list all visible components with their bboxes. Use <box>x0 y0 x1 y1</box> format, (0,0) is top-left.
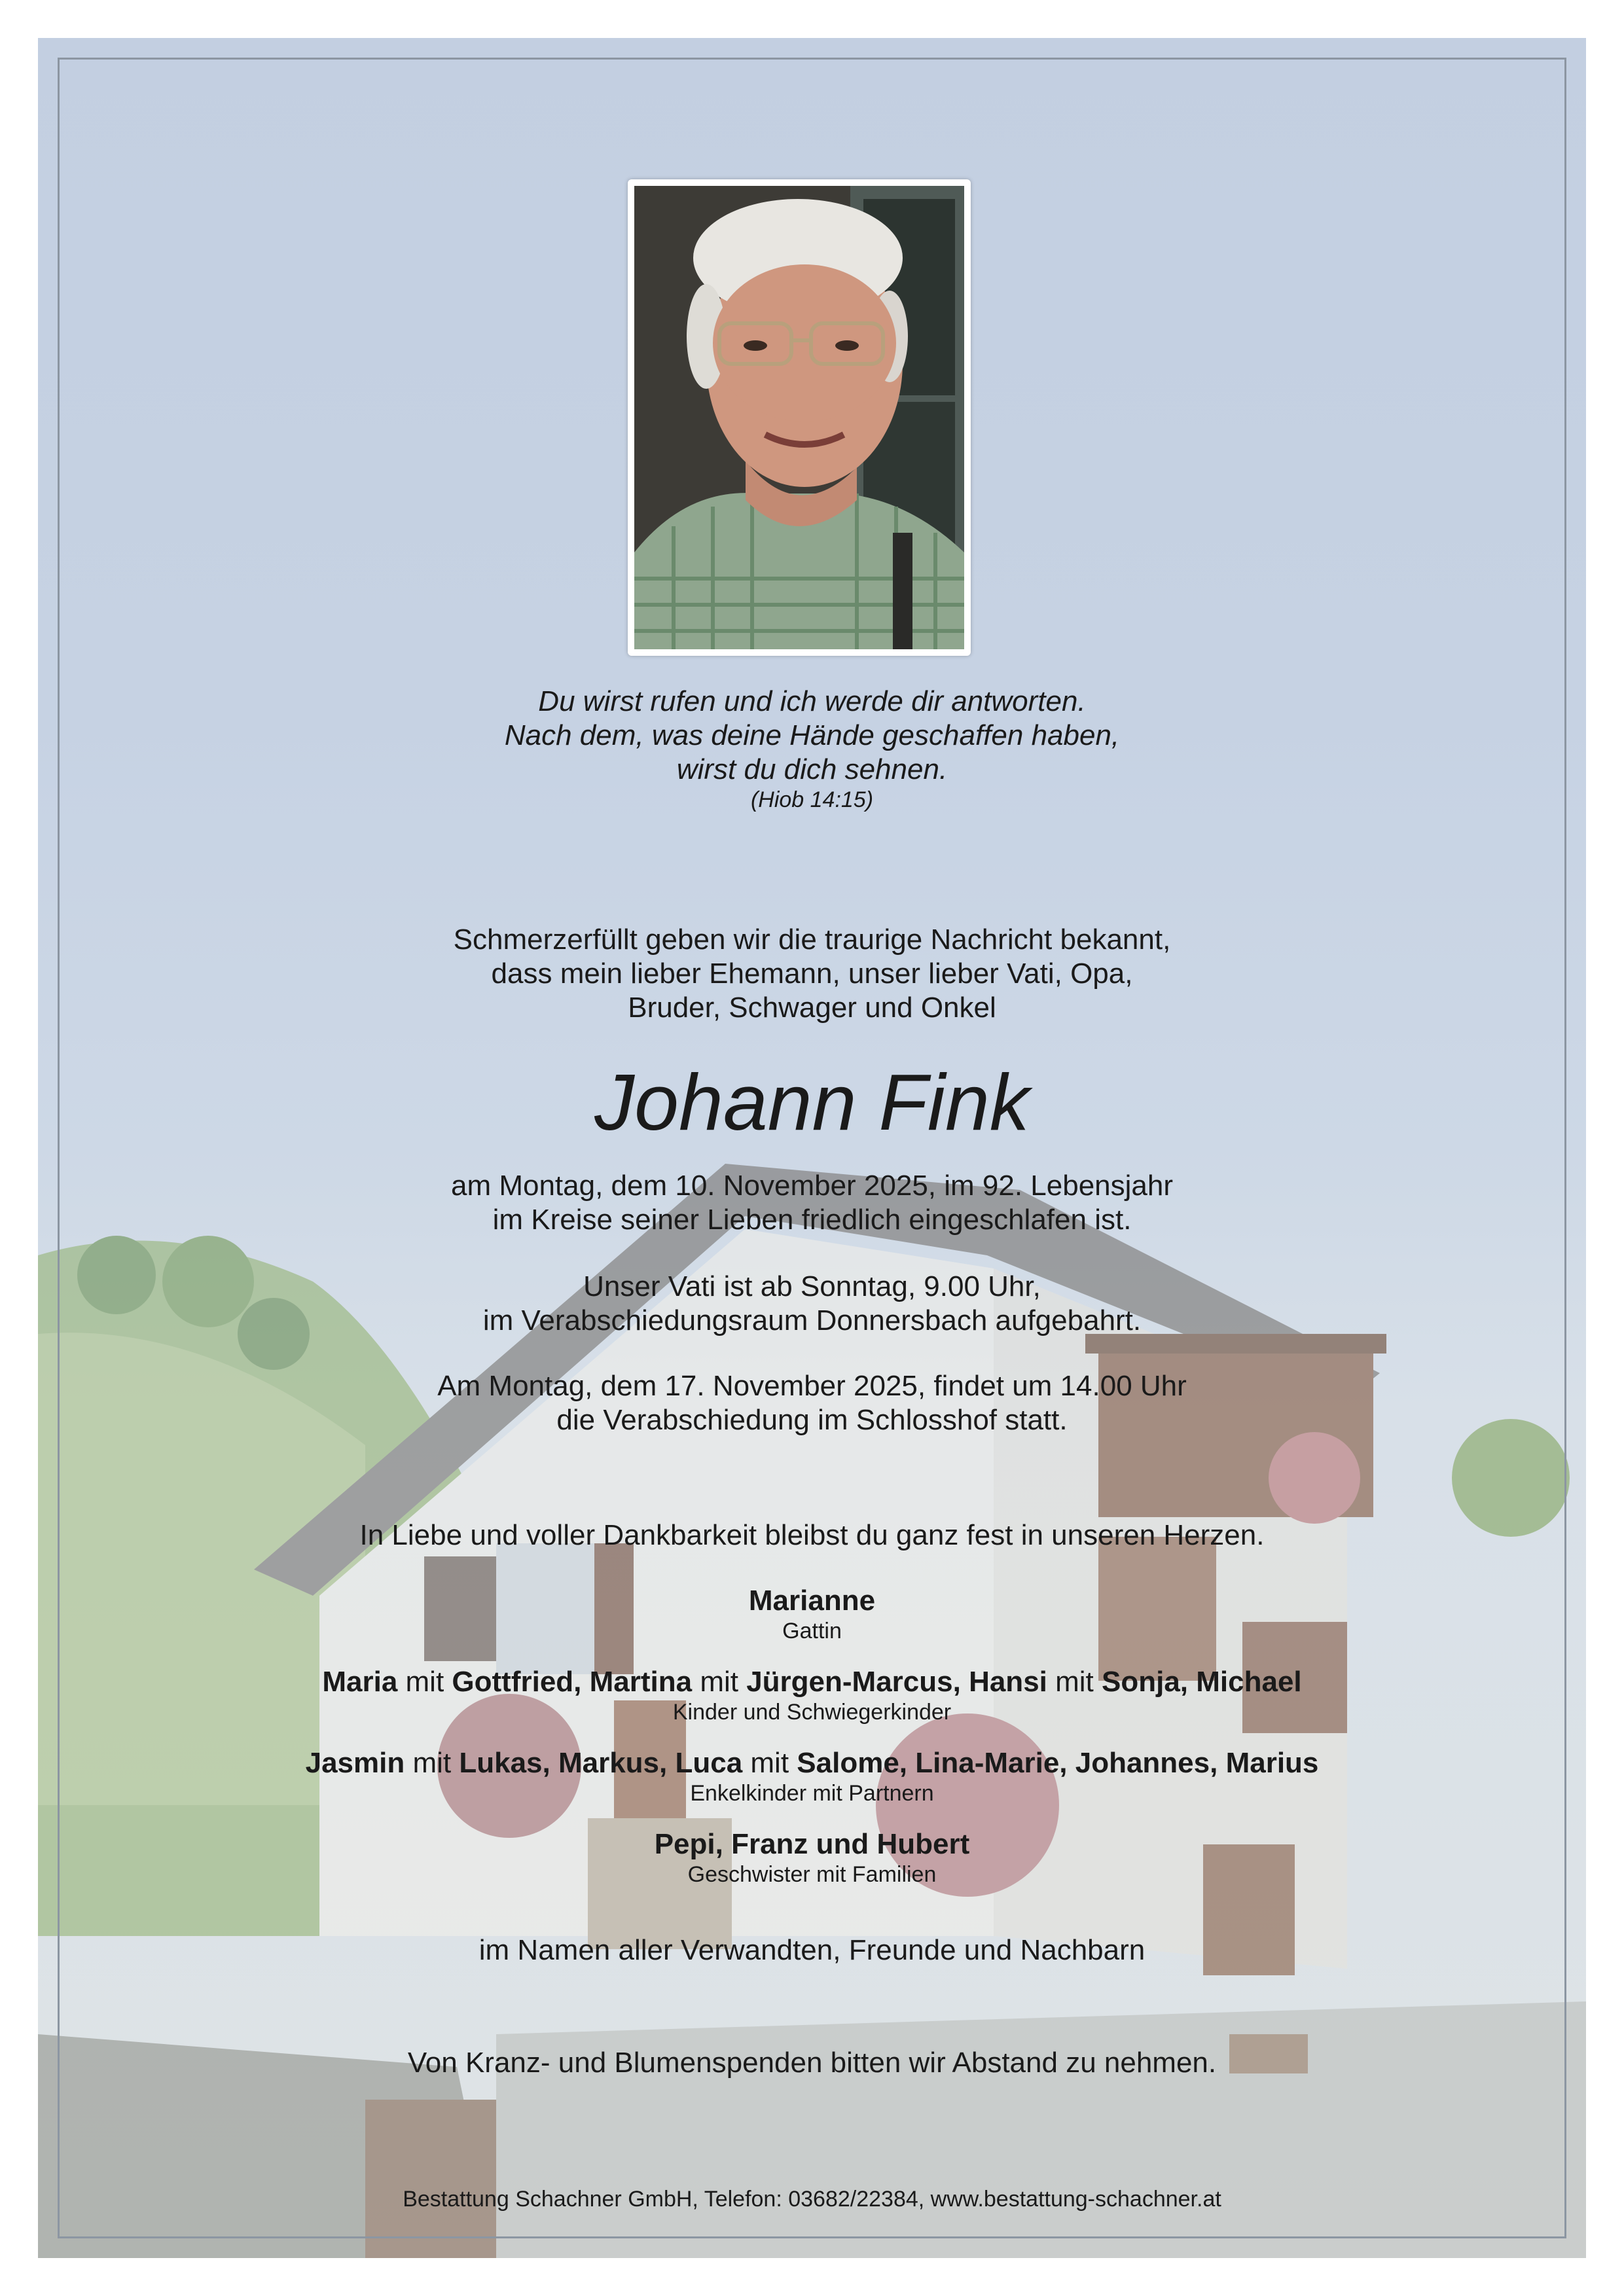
bible-quote <box>38 685 1586 813</box>
laying-out-line: Unser Vati ist ab Sonntag, 9.00 Uhr, <box>583 1270 1041 1302</box>
quote-line: Du wirst rufen und ich werde dir antworten. <box>538 685 1086 717</box>
ceremony-line: die Verabschiedung im Schlosshof statt. <box>556 1404 1068 1436</box>
quote-line: wirst du dich sehnen. <box>676 753 948 785</box>
death-line: am Montag, dem 10. November 2025, im 92. Lebensjahr <box>450 1170 1174 1202</box>
intro-line: Bruder, Schwager und Onkel <box>628 992 996 1024</box>
grandchildren-relation: Enkelkinder mit Partnern <box>690 1781 934 1806</box>
obituary-page <box>38 38 1586 2258</box>
grandchildren-names: Jasmin mit Lukas, Markus, Luca mit Salome, Lina-Marie, Johannes, Marius <box>305 1747 1319 1779</box>
death-notice <box>38 1169 1586 1237</box>
flowers-request: Von Kranz- und Blumenspenden bitten wir Abstand zu nehmen. <box>407 2047 1217 2079</box>
intro-line: Schmerzerfüllt geben wir die traurige Nachricht bekannt, <box>453 924 1171 956</box>
ceremony-notice <box>38 1369 1586 1437</box>
wife-relation: Gattin <box>782 1619 842 1643</box>
siblings-names: Pepi, Franz und Hubert <box>654 1828 970 1860</box>
on-behalf-line: im Namen aller Verwandten, Freunde und Nachbarn <box>478 1934 1146 1966</box>
siblings-relation: Geschwister mit Familien <box>687 1862 937 1887</box>
mourners-list <box>38 1584 1586 1909</box>
portrait-photo <box>628 179 971 656</box>
death-line: im Kreise seiner Lieben friedlich eingeschlafen ist. <box>492 1204 1132 1236</box>
intro-line: dass mein lieber Ehemann, unser lieber Vati, Opa, <box>491 958 1133 990</box>
funeral-home-footer: Bestattung Schachner GmbH, Telefon: 03682/22384, www.bestattung-schachner.at <box>403 2187 1221 2212</box>
children-relation: Kinder und Schwiegerkinder <box>672 1700 952 1725</box>
love-line: In Liebe und voller Dankbarkeit bleibst du ganz fest in unseren Herzen. <box>359 1519 1265 1551</box>
quote-line: Nach dem, was deine Hände geschaffen haben, <box>504 719 1120 751</box>
deceased-name: Johann Fink <box>594 1058 1030 1147</box>
ceremony-line: Am Montag, dem 17. November 2025, findet um 14.00 Uhr <box>437 1370 1187 1402</box>
wife-name: Marianne <box>748 1585 876 1617</box>
children-names: Maria mit Gottfried, Martina mit Jürgen-Marcus, Hansi mit Sonja, Michael <box>322 1666 1302 1698</box>
announcement-intro <box>38 923 1586 1025</box>
laying-out-line: im Verabschiedungsraum Donnersbach aufgebahrt. <box>482 1304 1142 1336</box>
laying-out-notice <box>38 1270 1586 1338</box>
quote-reference: (Hiob 14:15) <box>750 787 874 812</box>
portrait-illustration <box>634 186 964 649</box>
